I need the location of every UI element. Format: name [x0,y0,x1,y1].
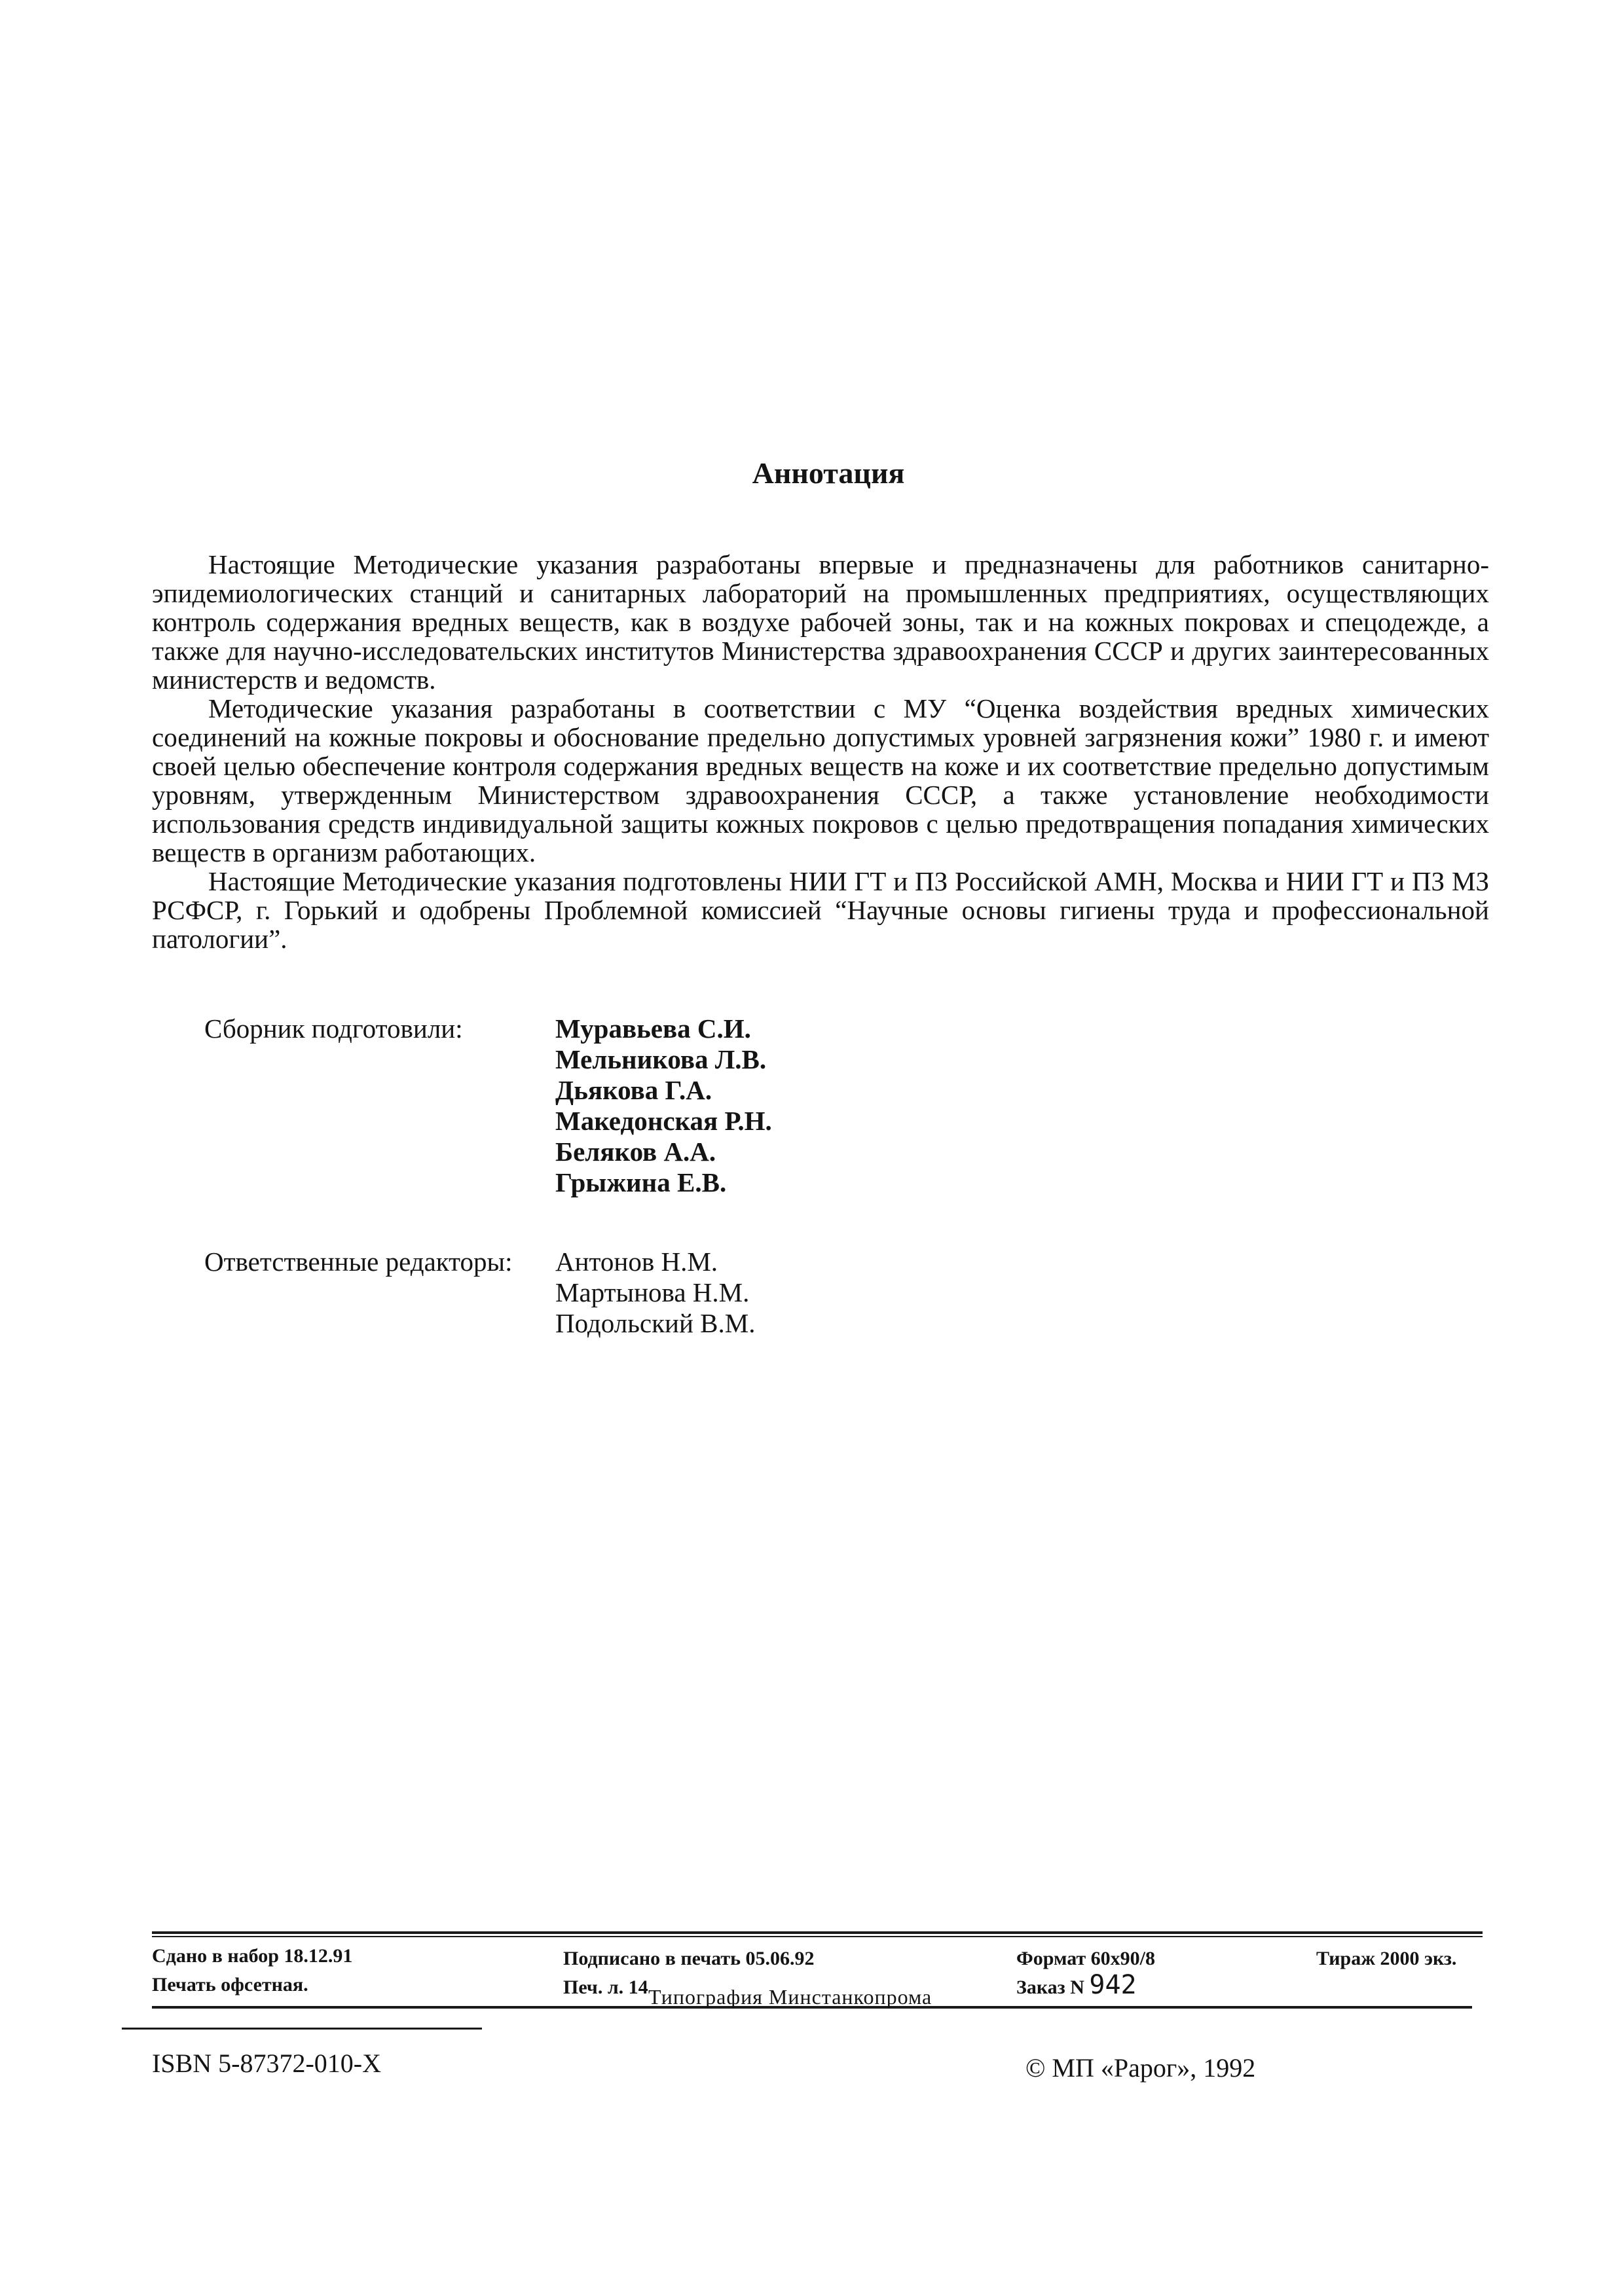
annotation-body [152,550,1489,953]
compiler-name: Беляков А.А. [555,1137,716,1167]
annotation-title: Аннотация [752,456,905,490]
isbn: ISBN 5-87372-010-X [152,2049,381,2078]
editor-name: Антонов Н.М. [555,1247,718,1277]
editor-name: Мартынова Н.М. [555,1277,750,1307]
copyright: © МП «Рарог», 1992 [1025,2053,1256,2083]
imprint-order-label: Заказ N [1016,1977,1084,1998]
imprint-circulation: Тираж 2000 экз. [1316,1948,1457,1969]
imprint-top-rule-thin [152,1936,1483,1937]
compiler-name: Македонская Р.Н. [555,1106,772,1136]
compiler-name: Грыжина Е.В. [555,1167,727,1197]
imprint-order [1016,1971,1137,2002]
compiler-name: Дьякова Г.А. [555,1075,712,1105]
imprint-typeset: Сдано в набор 18.12.91 [152,1945,353,1967]
isbn-left-rule [122,2028,482,2030]
annotation-paragraph: Настоящие Методические указания подготовлены НИИ ГТ и ПЗ Российской АМН, Москва и НИИ ГТ и ПЗ МЗ РСФСР, г. Горький и одобрены Проблемной комиссией “Научные основы гигиены труда и профессиональной патологии”. [152,866,1489,954]
compilers-list [555,1013,772,1198]
imprint-sheets: Печ. л. 14 [563,1977,648,1998]
imprint-print-type: Печать офсетная. [152,1974,308,1995]
compilers-label: Сборник подготовили: [204,1013,463,1044]
imprint-order-number: 942 [1089,1970,1137,2000]
imprint-signed: Подписано в печать 05.06.92 [563,1948,815,1969]
annotation-paragraph: Настоящие Методические указания разработаны впервые и предназначены для работников санитарно-эпидемиологических станций и санитарных лабораторий на промышленных предприятиях, осуществляющих контроль содержания вредных веществ, как в воздухе рабочей зоны, так и на кожных покровах и спецодежде, а также для научно-исследовательских институтов Министерства здравоохранения СССР и других заинтересованных министерств и ведомств. [152,549,1489,695]
editor-name: Подольский В.М. [555,1308,756,1338]
compiler-name: Муравьева С.И. [555,1013,751,1044]
imprint-format: Формат 60х90/8 [1016,1948,1156,1969]
annotation-paragraph: Методические указания разработаны в соответствии с МУ “Оценка воздействия вредных химических соединений на кожные покровы и обоснование предельно допустимых уровней загрязнения кожи” 1980 г. и имеют своей целью обеспечение контроля содержания вредных веществ на коже и их соответствие предельно допустимым уровням, утвержденным Министерством здравоохранения СССР, а также установление необходимости использования средств индивидуальной защиты кожных покровов с целью предотвращения попадания химических веществ в организм работающих. [152,693,1489,867]
printer-name: Типография Минстанкопрома [648,1985,932,2009]
imprint-top-rule [152,1931,1483,1934]
editors-label: Ответственные редакторы: [204,1247,513,1277]
editors-list [555,1247,755,1339]
compiler-name: Мельникова Л.В. [555,1044,767,1074]
